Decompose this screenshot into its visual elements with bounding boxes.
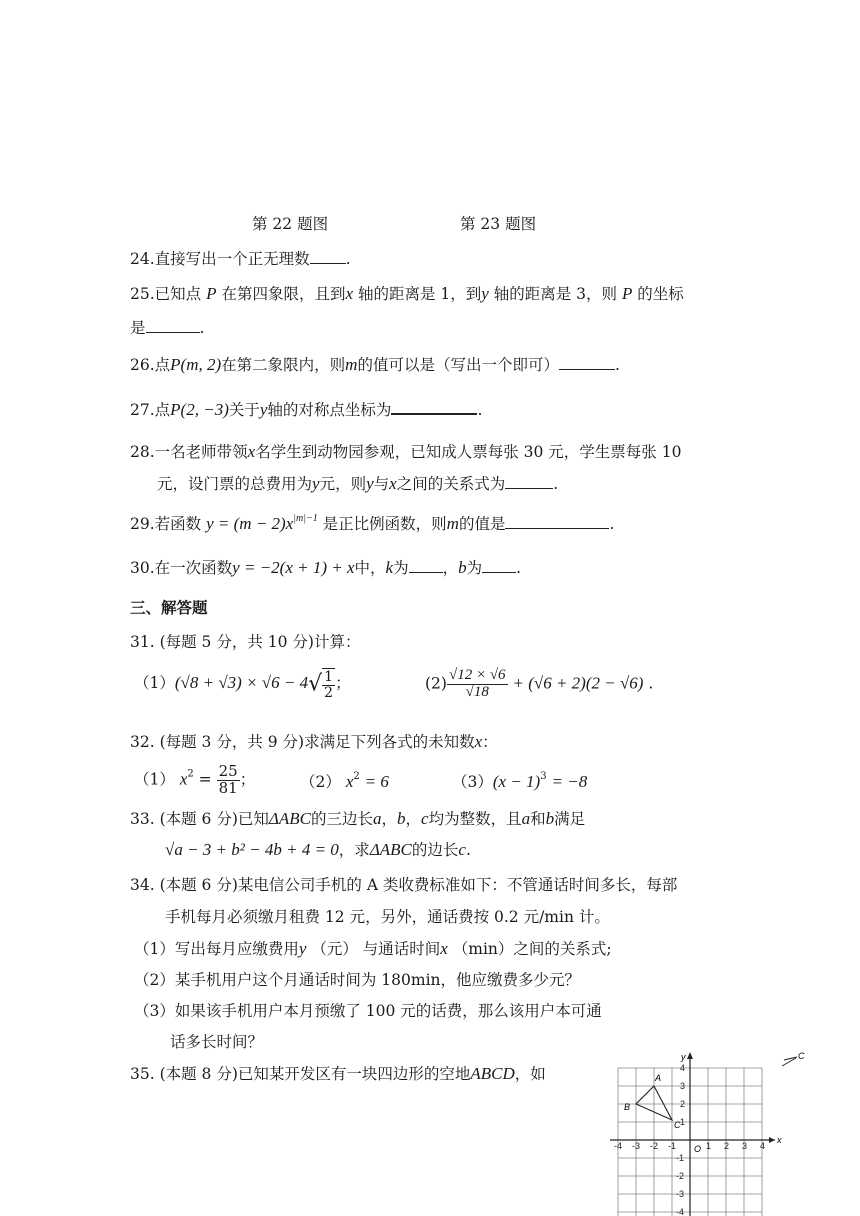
question-28-line2: 元，设门票的总费用为y元，则y与x之间的关系式为 . bbox=[157, 474, 559, 493]
section-heading: 三、解答题 bbox=[130, 599, 208, 617]
point-c-label: C bbox=[674, 1120, 681, 1130]
question-35: 35. (本题 8 分)已知某开发区有一块四边形的空地ABCD，如 bbox=[130, 1064, 546, 1083]
answer-blank[interactable] bbox=[482, 558, 516, 573]
answer-blank[interactable] bbox=[146, 318, 200, 333]
x-axis-label: x bbox=[777, 1135, 782, 1145]
question-24: 24.直接写出一个正无理数 . bbox=[130, 250, 351, 268]
svg-text:2: 2 bbox=[680, 1099, 686, 1109]
question-34-heading: 34. (本题 6 分)某电信公司手机的 A 类收费标准如下：不管通话时间多长，每部 bbox=[130, 876, 678, 894]
question-32-part3: $(3)(x - 1)^3 = -8$ bbox=[452, 771, 588, 791]
question-32-heading: 32. (每题 3 分，共 9 分)求满足下列各式的未知数x： bbox=[130, 732, 498, 751]
svg-text:-4: -4 bbox=[614, 1141, 623, 1151]
origin-label: O bbox=[694, 1144, 702, 1154]
figure-23-caption: 第 23 题图 bbox=[460, 215, 537, 233]
question-27: 27.点P(2, −3)关于y轴的对称点坐标为 . bbox=[130, 400, 483, 419]
answer-blank[interactable] bbox=[559, 355, 615, 370]
svg-text:3: 3 bbox=[680, 1081, 686, 1091]
question-26: 26.点P(m, 2)在第二象限内，则m的值可以是（写出一个即可） . bbox=[130, 355, 620, 374]
answer-blank[interactable] bbox=[505, 474, 553, 489]
question-34-part1: （1）写出每月应缴费用y （元） 与通话时间x （min）之间的关系式; bbox=[134, 939, 612, 958]
question-34-line2: 手机每月必须缴月租费 12 元，另外，通话费按 0.2 元/min 计。 bbox=[165, 908, 610, 926]
answer-blank[interactable] bbox=[310, 249, 346, 264]
question-31-part1: （1）(√8 + √3) × √6 − 4√ $\frac{1}{2}$ ； bbox=[134, 669, 351, 701]
svg-text:4: 4 bbox=[680, 1063, 686, 1073]
svg-text:-4: -4 bbox=[676, 1207, 685, 1216]
x-axis-arrow bbox=[769, 1137, 775, 1143]
question-32-part1: （1） $x^2$ = $\frac{25}{81}$ ； bbox=[134, 762, 256, 797]
svg-text:1: 1 bbox=[706, 1141, 712, 1151]
question-34-part3-line2: 话多长时间？ bbox=[170, 1033, 264, 1051]
question-31-heading: 31. (每题 5 分，共 10 分)计算： bbox=[130, 633, 361, 651]
question-33: 33. (本题 6 分)已知ΔABC的三边长a，b，c均为整数，且a和b满足 bbox=[130, 809, 586, 828]
svg-text:1: 1 bbox=[680, 1117, 686, 1127]
svg-text:2: 2 bbox=[724, 1141, 730, 1151]
question-25-line2: 是 . bbox=[130, 319, 205, 337]
svg-text:4: 4 bbox=[760, 1141, 766, 1151]
question-34-part3: （3）如果该手机用户本月预缴了 100 元的话费，那么该用户本可通 bbox=[134, 1002, 602, 1020]
svg-text:-2: -2 bbox=[676, 1171, 685, 1181]
question-31-part2: (2) $\frac{√12 \times √6}{√18}$ + (√6 + 2)(2 − √6) . bbox=[425, 667, 654, 700]
question-25: 25.已知点 P 在第四象限，且到x 轴的距离是 1，到y 轴的距离是 3，则 P 的坐标 bbox=[130, 284, 684, 303]
svg-text:-1: -1 bbox=[668, 1141, 677, 1151]
point-a-label: A bbox=[655, 1073, 662, 1083]
question-34-part2: （2）某手机用户这个月通话时间为 180min，他应缴费多少元？ bbox=[134, 971, 581, 989]
svg-text:-2: -2 bbox=[650, 1141, 659, 1151]
question-28: 28.一名老师带领x名学生到动物园参观，已知成人票每张 30 元，学生票每张 10 bbox=[130, 442, 682, 461]
svg-text:3: 3 bbox=[742, 1141, 748, 1151]
answer-blank[interactable] bbox=[391, 399, 477, 415]
y-axis-label: y bbox=[681, 1052, 686, 1062]
answer-blank[interactable] bbox=[505, 514, 609, 529]
question-30: 30.在一次函数y = −2(x + 1) + x中，k为 ，b为 . bbox=[130, 558, 522, 577]
svg-text:-1: -1 bbox=[676, 1153, 685, 1163]
question-29: 29.若函数 $y = (m - 2)x^{|m|-1}$ 是正比例函数，则m的值是 . bbox=[130, 513, 615, 533]
figure-22-caption: 第 22 题图 bbox=[252, 215, 329, 233]
answer-blank[interactable] bbox=[409, 558, 443, 573]
point-c-outside-label: C bbox=[798, 1051, 805, 1061]
question-32-part2: （2） $x^2 = 6$ bbox=[300, 771, 389, 791]
svg-text:-3: -3 bbox=[632, 1141, 641, 1151]
svg-text:-3: -3 bbox=[676, 1189, 685, 1199]
y-axis-arrow bbox=[687, 1052, 693, 1059]
point-b-label: B bbox=[624, 1102, 631, 1112]
coordinate-grid bbox=[600, 1048, 860, 1216]
question-33-line2: √a − 3 + b² − 4b + 4 = 0，求ΔABC的边长c. bbox=[165, 840, 471, 859]
